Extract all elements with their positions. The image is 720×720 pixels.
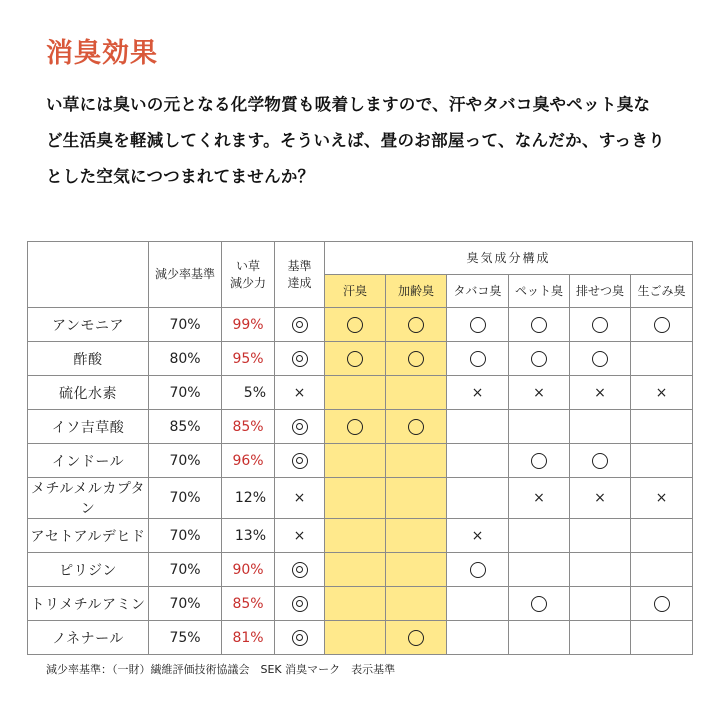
rate-standard-value: 75% — [149, 621, 222, 655]
circle-mark-icon — [531, 596, 547, 612]
cross-mark-icon: × — [655, 384, 668, 401]
odor-mark-cell — [570, 308, 631, 342]
odor-mark-cell — [386, 621, 447, 655]
table-row — [28, 308, 693, 342]
substance-name: 硫化水素 — [28, 376, 149, 410]
odor-mark-cell — [509, 621, 570, 655]
odor-mark-cell — [509, 587, 570, 621]
odor-mark-cell — [386, 444, 447, 478]
substance-name: インドール — [28, 444, 149, 478]
substance-name: メチルメルカプタン — [28, 478, 149, 519]
substance-name: イソ吉草酸 — [28, 410, 149, 444]
odor-mark-cell — [447, 376, 509, 410]
odor-mark-cell — [570, 519, 631, 553]
double-circle-mark-icon — [292, 562, 308, 578]
circle-mark-icon — [592, 317, 608, 333]
odor-mark-cell — [386, 410, 447, 444]
odor-mark-cell — [631, 410, 693, 444]
odor-mark-cell — [386, 478, 447, 519]
odor-mark-cell — [447, 478, 509, 519]
achieved-mark — [275, 308, 325, 342]
substance-name: 酢酸 — [28, 342, 149, 376]
odor-mark-cell — [386, 553, 447, 587]
igusa-reduction-value: 95% — [222, 342, 275, 376]
rate-standard-value: 85% — [149, 410, 222, 444]
odor-mark-cell — [386, 587, 447, 621]
circle-mark-icon — [347, 317, 363, 333]
circle-mark-icon — [592, 351, 608, 367]
cross-mark-icon: × — [471, 527, 484, 544]
odor-mark-cell — [570, 553, 631, 587]
table-row — [28, 587, 693, 621]
rate-standard-value: 70% — [149, 478, 222, 519]
odor-mark-cell — [509, 308, 570, 342]
cross-mark-icon: × — [655, 490, 668, 506]
header-blank — [28, 242, 149, 308]
cross-mark-icon: × — [594, 490, 606, 506]
odor-mark-cell — [447, 444, 509, 478]
odor-mark-cell — [631, 519, 693, 553]
rate-standard-value: 70% — [149, 587, 222, 621]
igusa-reduction-value: 96% — [222, 444, 275, 478]
odor-mark-cell — [570, 410, 631, 444]
odor-mark-cell — [386, 342, 447, 376]
odor-mark-cell — [325, 410, 386, 444]
lead-line-2: ど生活臭を軽減してくれます。そういえば、畳のお部屋って、なんだか、すっきり — [46, 131, 665, 150]
odor-mark-cell — [570, 621, 631, 655]
odor-mark-cell — [509, 444, 570, 478]
achieved-mark — [275, 478, 325, 519]
table-row — [28, 478, 693, 519]
page-title: 消臭効果 — [46, 38, 158, 69]
cross-mark-icon: × — [293, 384, 306, 401]
igusa-reduction-value: 81% — [222, 621, 275, 655]
odor-mark-cell — [386, 519, 447, 553]
circle-mark-icon — [531, 453, 547, 469]
circle-mark-icon — [408, 419, 424, 435]
circle-mark-icon — [470, 317, 486, 333]
substance-name: ノネナール — [28, 621, 149, 655]
double-circle-mark-icon — [292, 419, 308, 435]
igusa-reduction-value: 99% — [222, 308, 275, 342]
achieved-mark — [275, 444, 325, 478]
odor-mark-cell — [509, 376, 570, 410]
odor-mark-cell — [325, 553, 386, 587]
circle-mark-icon — [408, 630, 424, 646]
odor-mark-cell — [325, 376, 386, 410]
achieved-mark — [275, 342, 325, 376]
odor-mark-cell — [447, 410, 509, 444]
odor-mark-cell — [509, 342, 570, 376]
odor-mark-cell — [631, 478, 693, 519]
odor-mark-cell — [631, 621, 693, 655]
igusa-reduction-value: 85% — [222, 410, 275, 444]
odor-mark-cell — [325, 621, 386, 655]
odor-mark-cell — [509, 519, 570, 553]
header-odor-type: 生ごみ臭 — [631, 275, 693, 308]
table-row — [28, 410, 693, 444]
substance-name: アンモニア — [28, 308, 149, 342]
achieved-mark — [275, 519, 325, 553]
cross-mark-icon: × — [471, 384, 484, 401]
header-odor-type: 汗臭 — [325, 275, 386, 308]
circle-mark-icon — [408, 317, 424, 333]
table-row — [28, 553, 693, 587]
rate-standard-value: 70% — [149, 308, 222, 342]
odor-mark-cell — [325, 342, 386, 376]
achieved-mark — [275, 376, 325, 410]
odor-mark-cell — [325, 444, 386, 478]
odor-mark-cell — [570, 478, 631, 519]
odor-mark-cell — [325, 308, 386, 342]
igusa-reduction-value: 13% — [222, 519, 275, 553]
odor-mark-cell — [570, 587, 631, 621]
odor-mark-cell — [509, 410, 570, 444]
odor-mark-cell — [631, 308, 693, 342]
table-row — [28, 342, 693, 376]
odor-mark-cell — [631, 587, 693, 621]
odor-mark-cell — [570, 444, 631, 478]
header-rate-standard: 減少率基準 — [149, 242, 222, 308]
achieved-mark — [275, 621, 325, 655]
double-circle-mark-icon — [292, 351, 308, 367]
odor-mark-cell — [325, 519, 386, 553]
table-row — [28, 519, 693, 553]
odor-mark-cell — [509, 478, 570, 519]
circle-mark-icon — [470, 562, 486, 578]
igusa-reduction-value: 12% — [222, 478, 275, 519]
achieved-mark — [275, 587, 325, 621]
cross-mark-icon: × — [293, 527, 306, 544]
footnote: 減少率基準：（一財）繊維評価技術協議会 SEK 消臭マーク 表示基準 — [46, 663, 396, 676]
odor-mark-cell — [447, 553, 509, 587]
table-row — [28, 444, 693, 478]
deodorizing-effect-table — [27, 241, 693, 655]
circle-mark-icon — [654, 317, 670, 333]
header-odor-type: 排せつ臭 — [570, 275, 631, 308]
double-circle-mark-icon — [292, 317, 308, 333]
odor-mark-cell — [631, 376, 693, 410]
header-odor-composition: 臭気成分構成 — [325, 242, 693, 275]
header-odor-type: 加齢臭 — [386, 275, 447, 308]
odor-mark-cell — [570, 376, 631, 410]
igusa-reduction-value: 90% — [222, 553, 275, 587]
odor-mark-cell — [447, 587, 509, 621]
achieved-mark — [275, 410, 325, 444]
double-circle-mark-icon — [292, 630, 308, 646]
odor-mark-cell — [325, 587, 386, 621]
cross-mark-icon: × — [533, 490, 545, 506]
substance-name: アセトアルデヒド — [28, 519, 149, 553]
odor-mark-cell — [325, 478, 386, 519]
rate-standard-value: 70% — [149, 519, 222, 553]
odor-mark-cell — [447, 308, 509, 342]
substance-name: ピリジン — [28, 553, 149, 587]
circle-mark-icon — [347, 419, 363, 435]
odor-mark-cell — [386, 376, 447, 410]
cross-mark-icon: × — [533, 384, 545, 401]
circle-mark-icon — [654, 596, 670, 612]
lead-line-3: とした空気につつまれてませんか？ — [46, 167, 315, 186]
rate-standard-value: 70% — [149, 376, 222, 410]
odor-mark-cell — [509, 553, 570, 587]
cross-mark-icon: × — [293, 490, 306, 506]
odor-mark-cell — [570, 342, 631, 376]
circle-mark-icon — [470, 351, 486, 367]
odor-mark-cell — [447, 342, 509, 376]
circle-mark-icon — [531, 351, 547, 367]
igusa-reduction-value: 5% — [222, 376, 275, 410]
double-circle-mark-icon — [292, 596, 308, 612]
rate-standard-value: 70% — [149, 444, 222, 478]
odor-mark-cell — [386, 308, 447, 342]
lead-line-1: い草には臭いの元となる化学物質も吸着しますので、汗やタバコ臭やペット臭な — [46, 95, 651, 114]
odor-mark-cell — [631, 342, 693, 376]
rate-standard-value: 70% — [149, 553, 222, 587]
lead-paragraph — [46, 87, 696, 195]
rate-standard-value: 80% — [149, 342, 222, 376]
double-circle-mark-icon — [292, 453, 308, 469]
circle-mark-icon — [531, 317, 547, 333]
odor-mark-cell — [631, 553, 693, 587]
header-odor-type: ペット臭 — [509, 275, 570, 308]
header-igusa-reduction: い草 減少力 — [222, 242, 275, 308]
circle-mark-icon — [408, 351, 424, 367]
circle-mark-icon — [592, 453, 608, 469]
achieved-mark — [275, 553, 325, 587]
odor-mark-cell — [447, 519, 509, 553]
table-row — [28, 621, 693, 655]
header-achieved: 基準 達成 — [275, 242, 325, 308]
cross-mark-icon: × — [594, 384, 606, 401]
substance-name: トリメチルアミン — [28, 587, 149, 621]
circle-mark-icon — [347, 351, 363, 367]
table-row — [28, 376, 693, 410]
odor-mark-cell — [631, 444, 693, 478]
header-odor-type: タバコ臭 — [447, 275, 509, 308]
odor-mark-cell — [447, 621, 509, 655]
igusa-reduction-value: 85% — [222, 587, 275, 621]
